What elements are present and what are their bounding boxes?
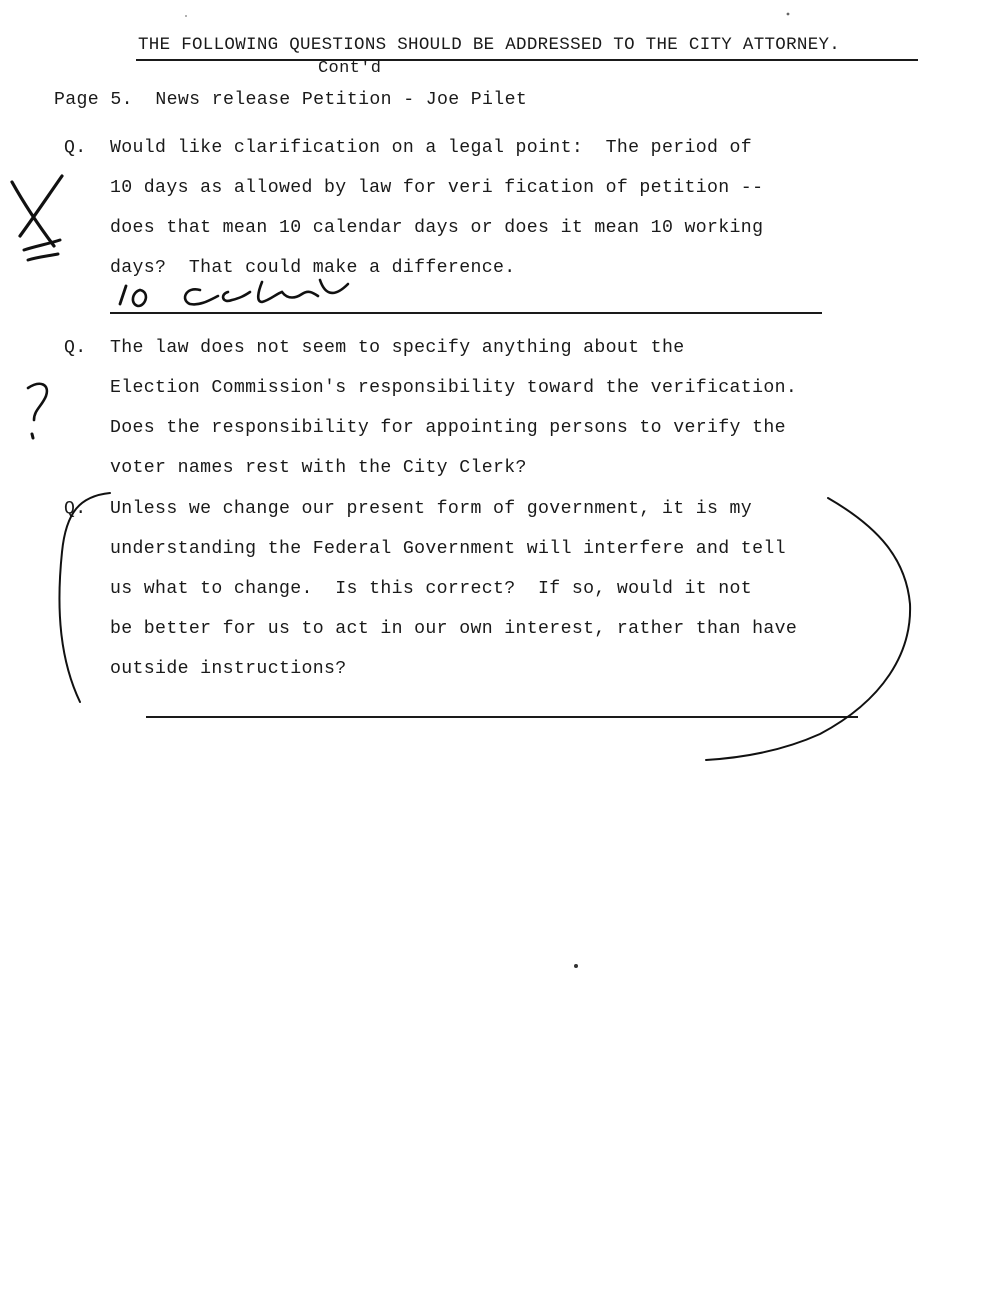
answer-10-calendar-handwriting	[120, 280, 348, 306]
continued-label: Cont'd	[318, 59, 382, 78]
question-1-line-3: does that mean 10 calendar days or does it mean 10 working	[110, 218, 764, 238]
answer-rule-3	[146, 716, 858, 718]
question-2-line-2: Election Commission's responsibility toward the verification.	[110, 378, 798, 398]
question-1-line-2: 10 days as allowed by law for veri fication of petition --	[110, 178, 764, 198]
question-1-line-1: Would like clarification on a legal point: The period of	[110, 138, 753, 158]
question-3-line-3: us what to change. Is this correct? If so, would it not	[110, 579, 753, 599]
margin-double-stroke-mark	[24, 240, 60, 260]
document-title: THE FOLLOWING QUESTIONS SHOULD BE ADDRESSED TO THE CITY ATTORNEY.	[138, 35, 841, 55]
question-3-line-2: understanding the Federal Government will interfere and tell	[110, 539, 786, 559]
question-3-line-5: outside instructions?	[110, 659, 347, 679]
margin-question-mark	[28, 384, 47, 438]
answer-rule-1	[110, 312, 822, 314]
question-marker: Q.	[64, 338, 87, 358]
question-marker: Q.	[64, 499, 87, 519]
page-reference: Page 5. News release Petition - Joe Pilet	[54, 90, 528, 110]
question-marker: Q.	[64, 138, 87, 158]
question-2-line-4: voter names rest with the City Clerk?	[110, 458, 527, 478]
title-underline	[136, 59, 918, 61]
question-3-line-1: Unless we change our present form of government, it is my	[110, 499, 753, 519]
question-1-line-4: days? That could make a difference.	[110, 258, 516, 278]
question-2-line-3: Does the responsibility for appointing persons to verify the	[110, 418, 786, 438]
margin-x-mark	[12, 176, 62, 246]
question-2-line-1: The law does not seem to specify anything about the	[110, 338, 685, 358]
question-3-line-4: be better for us to act in our own interest, rather than have	[110, 619, 798, 639]
